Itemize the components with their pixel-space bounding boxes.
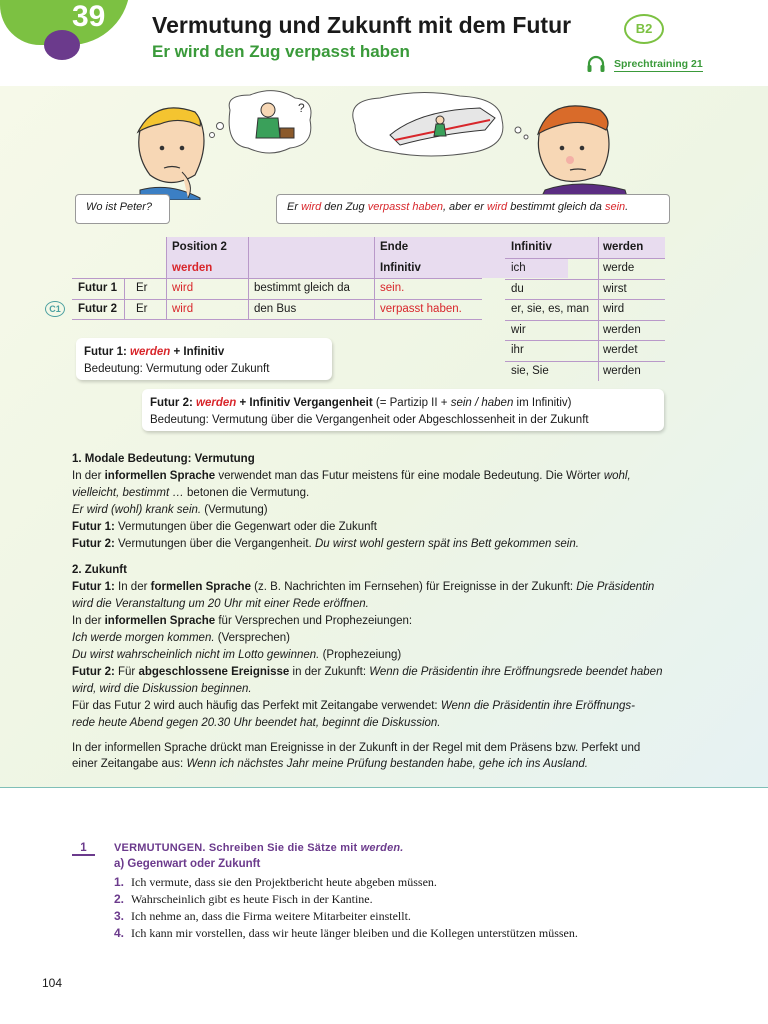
pronoun-cell: du bbox=[511, 282, 524, 295]
verb-form-cell: wirst bbox=[603, 282, 627, 295]
thought-bubble-1 bbox=[210, 91, 312, 153]
row2-subject: Er bbox=[136, 302, 148, 315]
header-infinitiv-col: Infinitiv bbox=[511, 241, 552, 253]
exercise-number: 1 bbox=[72, 842, 95, 856]
headphones-icon[interactable] bbox=[586, 55, 606, 73]
svg-text:?: ? bbox=[298, 101, 305, 115]
header-werden: werden bbox=[172, 261, 213, 274]
row2-end: verpasst haben. bbox=[380, 302, 462, 315]
verb-form-cell: wird bbox=[603, 303, 625, 315]
exercise-items bbox=[114, 874, 674, 942]
verb-form-cell: werden bbox=[603, 364, 641, 377]
section-heading: 2. Zukunft bbox=[72, 564, 127, 577]
table-divider bbox=[505, 258, 665, 259]
exercise-subtitle: a) Gegenwart oder Zukunft bbox=[114, 858, 261, 870]
header-infinitiv: Infinitiv bbox=[380, 261, 421, 274]
pronoun-cell: er, sie, es, man bbox=[511, 303, 589, 315]
list-item: 4. Ich kann mir vorstellen, dass wir heute länger bleiben und die Kollegen unterstützen müssen. bbox=[114, 926, 578, 941]
table-divider bbox=[72, 319, 482, 320]
row1-subject: Er bbox=[136, 282, 148, 294]
row2-verb: wird bbox=[172, 302, 194, 315]
chapter-number: 39 bbox=[72, 0, 106, 33]
cartoon-illustration bbox=[100, 90, 660, 200]
header-end: Ende bbox=[380, 241, 409, 253]
pronoun-cell: ich bbox=[511, 262, 526, 274]
boy-left-figure bbox=[138, 108, 204, 200]
header-position2: Position 2 bbox=[172, 241, 227, 253]
grammar-explanation: 1. Modale Bedeutung: Vermutung In der informellen Sprache verwendet man das Futur meistens für eine modale Bedeutung. Die Wörter wohl, vielleicht, bestimmt … betonen die Vermutung. Er wird (wohl) krank sein. (Vermutung) Futur 1: Vermutungen über die Gegenwart oder die Zukunft Futur 2: Vermutungen über die Vergangenheit. Du wirst wohl gestern spät ins Bett gekommen sein. 2. Zukunft Futur 1: In der formellen Sprache (z. B. Nachrichten im Fernsehen) für Ereignisse in der Zukunft: Die Präsidentin wird die Veranstaltung um 20 Uhr mit einer Rede eröffnen. In der informellen Sprache für Versprechen und Prophezeiungen: Ich werde morgen kommen. (Versprechen) Du wirst wahrscheinlich nicht im Lotto gewinnen. (Prophezeiung) Futur 2: Für abgeschlossene Ereignisse in der Zukunft: Wenn die Präsidentin ihre Eröffnungsrede beendet haben wird, wird die Diskussion beginnen. Für das Futur 2 wird auch häufig das Perfekt mit Zeitangabe verwendet: Wenn die Präsidentin ihre Eröffnungs- rede heute Abend gegen 20.30 Uhr beendet hat, beginnt die Diskussion. In der informellen Sprache drückt man Ereignisse in der Zukunft in der Regel mit dem Präsens bzw. Perfekt und einer Zeitangabe aus: Wenn ich nächstes Jahr meine Prüfung bestanden habe, gehe ich ins Ausland. bbox=[72, 453, 663, 771]
boy-right-figure bbox=[538, 106, 628, 200]
rule-note-end: im Infinitiv) bbox=[513, 397, 572, 409]
table-divider bbox=[505, 340, 665, 341]
row1-verb: wird bbox=[172, 282, 194, 294]
row1-end: sein. bbox=[380, 282, 405, 294]
thought-bubble-2 bbox=[353, 92, 528, 156]
list-item: 3. Ich nehme an, dass die Firma weitere Mitarbeiter einstellt. bbox=[114, 909, 411, 924]
table-row bbox=[505, 279, 665, 300]
table-divider bbox=[72, 299, 482, 300]
pronoun-cell: sie, Sie bbox=[511, 364, 549, 377]
section-heading: 1. Modale Bedeutung: Vermutung bbox=[72, 453, 255, 465]
speech-bubble-right: Er wird den Zug verpasst haben, aber er wird bestimmt gleich da sein. bbox=[276, 194, 670, 224]
table-row bbox=[505, 258, 665, 279]
table-row bbox=[505, 320, 665, 341]
row-label-futur2: Futur 2 bbox=[78, 302, 117, 315]
rule-werden: werden bbox=[130, 346, 171, 358]
rule-meaning: Bedeutung: Vermutung oder Zukunft bbox=[84, 363, 270, 375]
row-label-futur1: Futur 1 bbox=[78, 282, 117, 294]
rule-label: Futur 2: bbox=[150, 397, 196, 409]
table-row bbox=[505, 361, 665, 382]
header-werden-col: werden bbox=[603, 241, 644, 253]
table-divider bbox=[505, 320, 665, 321]
header-middle bbox=[244, 237, 250, 258]
table-divider bbox=[72, 278, 482, 279]
rule-label: Futur 1: bbox=[84, 346, 130, 358]
futur1-rule-box bbox=[76, 338, 332, 380]
futur2-rule-box bbox=[142, 389, 664, 431]
speech-bubble-left: Wo ist Peter? bbox=[75, 194, 170, 224]
rule-formula: + Infinitiv bbox=[170, 346, 225, 358]
rule-formula: + Infinitiv Vergangenheit bbox=[236, 397, 373, 409]
level-badge: B2 bbox=[624, 14, 664, 44]
level-c1-badge: C1 bbox=[45, 301, 65, 317]
rule-meaning: Bedeutung: Vermutung über die Vergangenheit oder Abgeschlossenheit in der Zukunft bbox=[150, 414, 589, 426]
row2-middle: den Bus bbox=[254, 302, 297, 315]
page-title: Vermutung und Zukunft mit dem Futur bbox=[152, 12, 572, 38]
list-item: 2. Wahrscheinlich gibt es heute Fisch in der Kantine. bbox=[114, 892, 373, 907]
pronoun-cell: wir bbox=[511, 323, 526, 336]
table-divider bbox=[505, 361, 665, 362]
rule-werden: werden bbox=[196, 397, 237, 409]
row1-middle: bestimmt gleich da bbox=[254, 282, 350, 294]
table-divider bbox=[505, 279, 665, 280]
table-row bbox=[505, 299, 665, 320]
conjugation-header bbox=[505, 237, 665, 258]
table-divider bbox=[505, 299, 665, 300]
audio-track-label[interactable]: Sprechtraining 21 bbox=[614, 58, 703, 70]
table-row bbox=[505, 340, 665, 361]
pronoun-cell: ihr bbox=[511, 344, 524, 356]
verb-form-cell: werden bbox=[603, 323, 641, 336]
rule-note-italic: sein / haben bbox=[450, 397, 514, 409]
rule-note: (= Partizip II + bbox=[372, 397, 451, 409]
decorative-blob bbox=[44, 30, 80, 60]
exercise-title: VERMUTUNGEN. Schreiben Sie die Sätze mit werden. bbox=[114, 842, 404, 854]
list-item: 1. Ich vermute, dass sie den Projektbericht heute abgeben müssen. bbox=[114, 875, 437, 889]
page-subtitle: Er wird den Zug verpasst haben bbox=[152, 42, 410, 61]
verb-form-cell: werdet bbox=[603, 344, 638, 356]
page-number: 104 bbox=[42, 976, 63, 990]
verb-form-cell: werde bbox=[603, 262, 635, 274]
